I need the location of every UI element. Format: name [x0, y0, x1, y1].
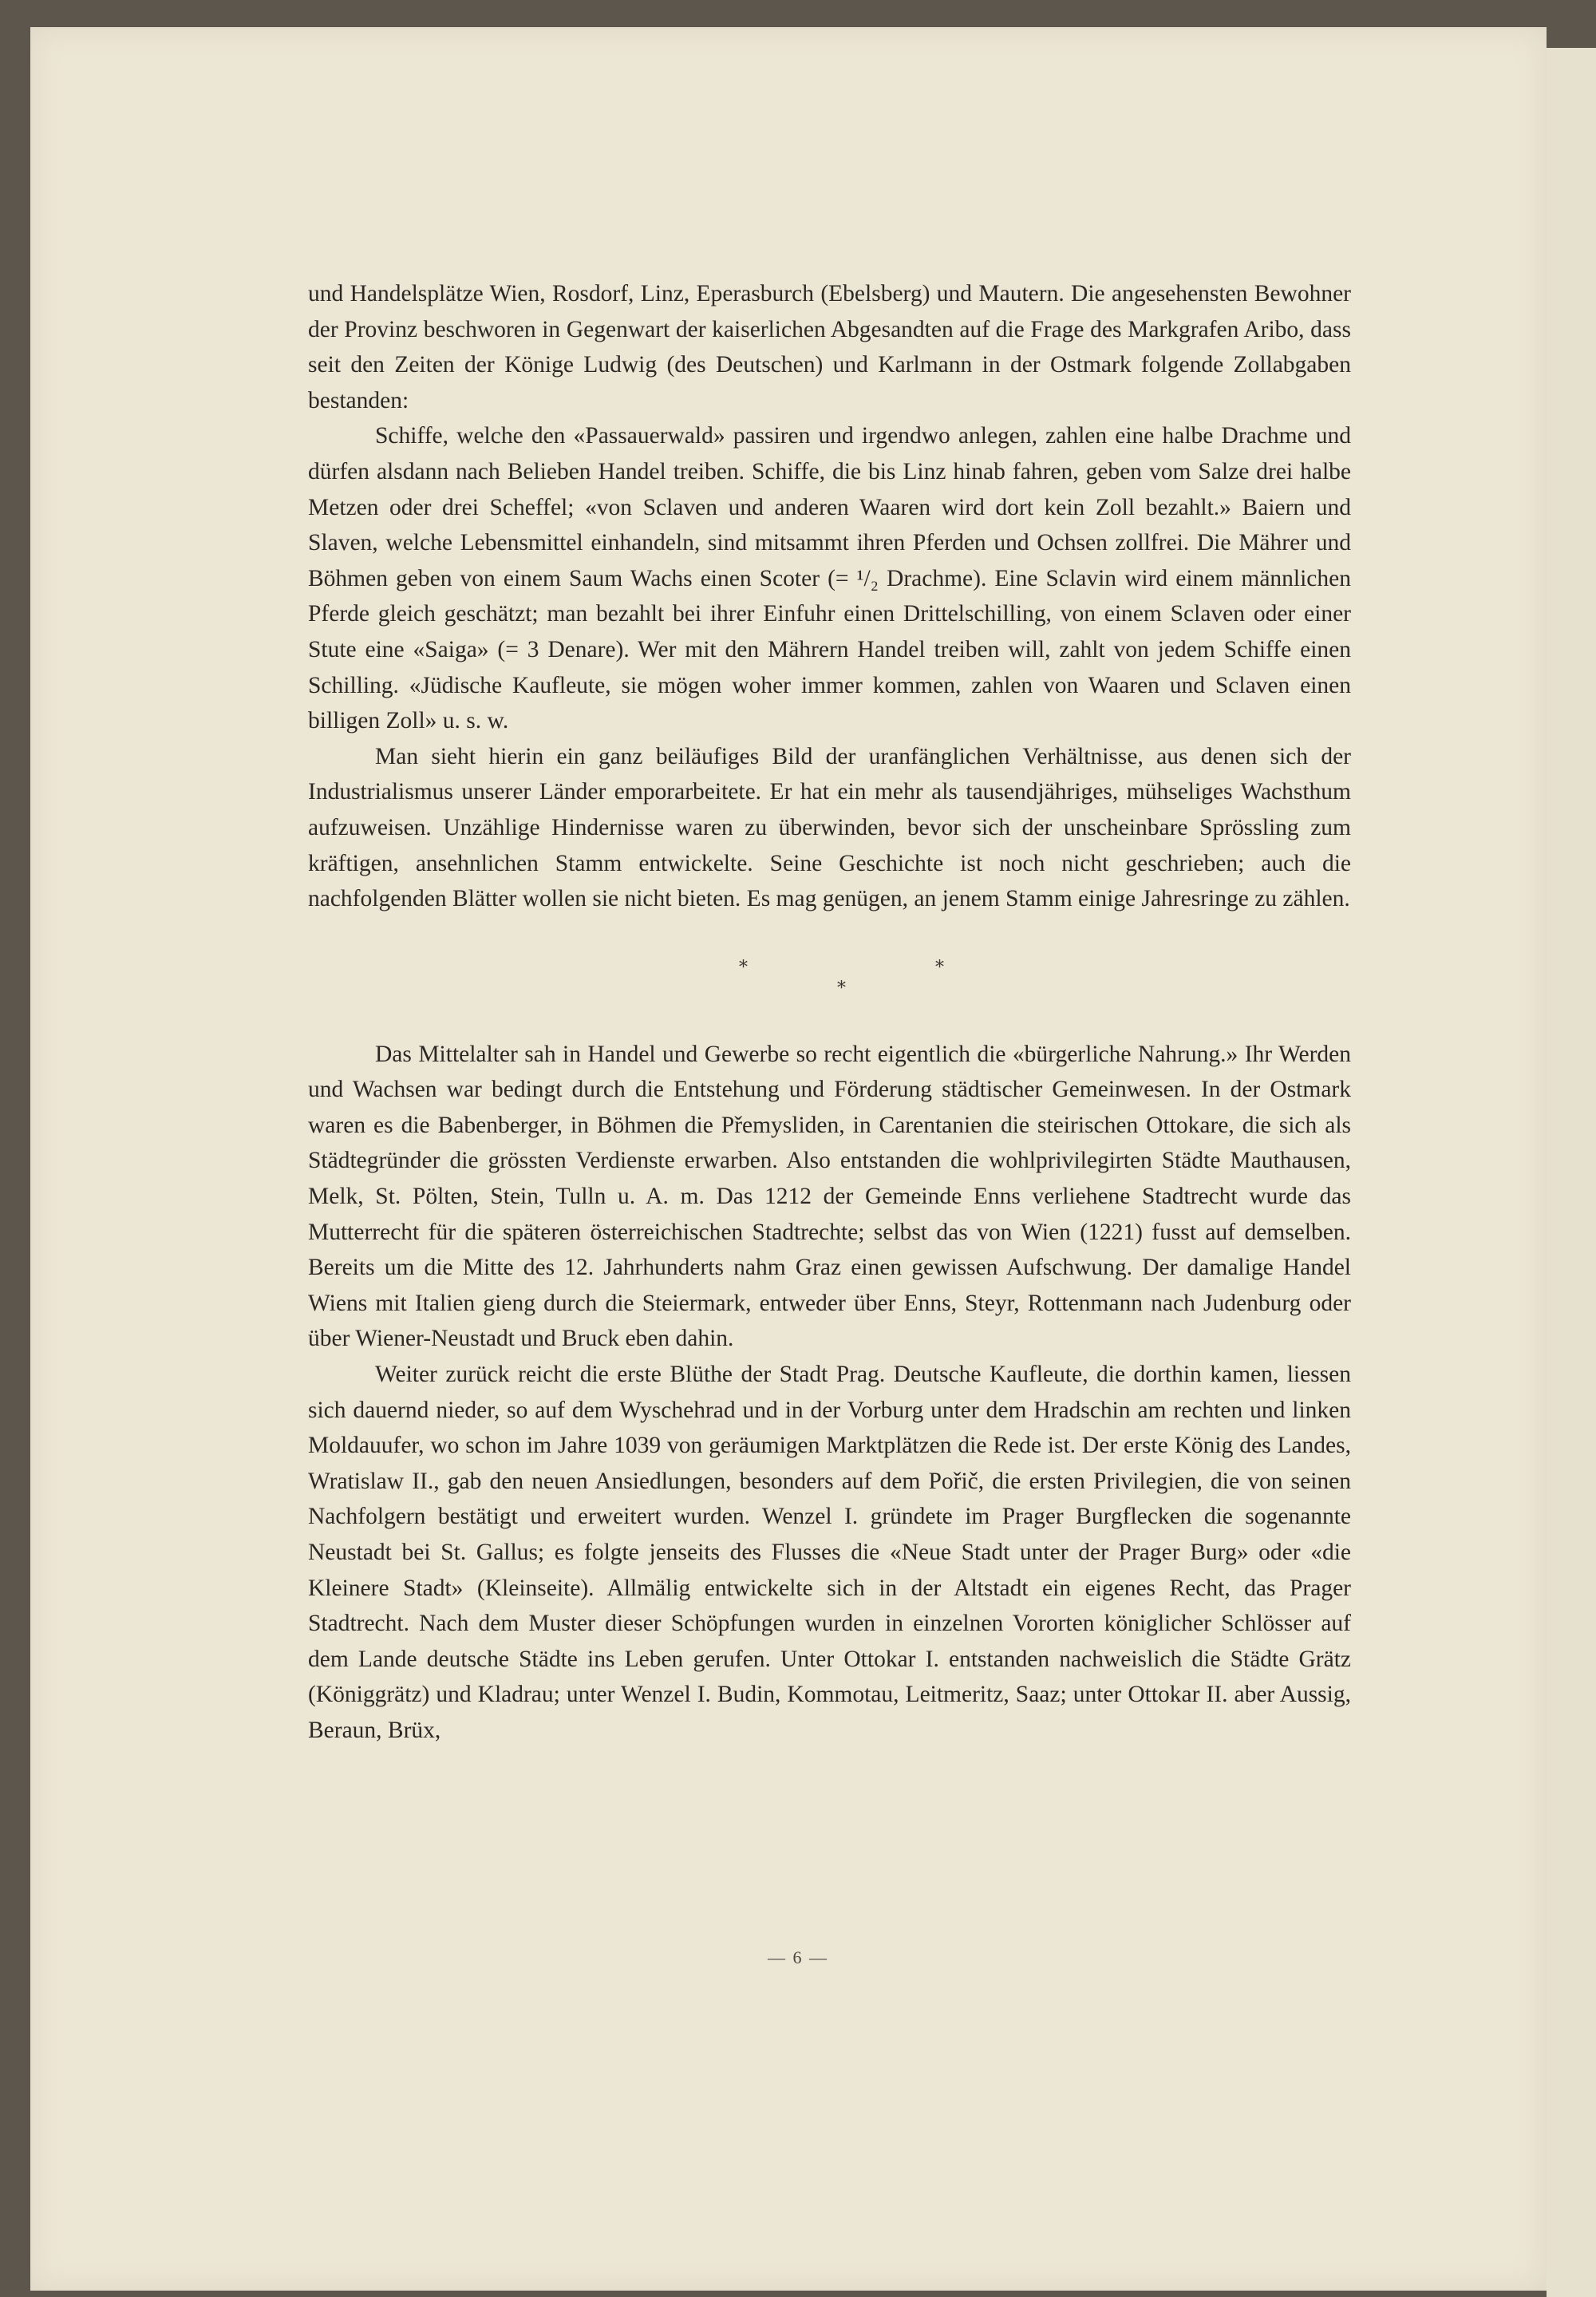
asterisk-left: * [739, 957, 748, 978]
page-number: — 6 — [768, 1947, 828, 1967]
paragraph-3: Man sieht hierin ein ganz beiläufiges Bild der uranfänglichen Verhältnisse, aus denen sich der Industrialismus unserer Länder emporarbeitete. Er hat ein mehr als tausendjähriges, mühseliges Wachsthum aufzuweisen. Unzählige Hindernisse waren zu überwinden, bevor sich der unscheinbare Sprössling zum kräftigen, ansehnlichen Stamm entwickelte. Seine Geschichte ist noch nicht geschrieben; auch die nachfolgenden Blätter wollen sie nicht bieten. Es mag genügen, an jenem Stamm einige Jahresringe zu zählen. [308, 743, 1351, 912]
paragraph-1: und Handelsplätze Wien, Rosdorf, Linz, Eperasburch (Ebelsberg) und Mautern. Die angesehensten Bewohner der Provinz beschworen in Gegenwart der kaiserlichen Abgesandten auf die Frage des Markgrafen Aribo, dass seit den Zeiten der Könige Ludwig (des Deutschen) und Karlmann in der Ostmark folgende Zollabgaben bestanden: [308, 281, 1351, 413]
asterisk-center: * [837, 978, 846, 998]
asterisk-right: * [935, 957, 944, 978]
paragraph-4: Das Mittelalter sah in Handel und Gewerbe so recht eigentlich die «bürgerliche Nahrung.» Ihr Werden und Wachsen war bedingt durch die Entstehung und Förderung städtischer Gemeinwesen. In der Ostmark waren es die Babenberger, in Böhmen die Přemysliden, in Carentanien die steirischen Ottokare, die sich als Städtegründer die grössten Verdienste erwarben. Also entstanden die wohlprivilegirten Städte Mauthausen, Melk, St. Pölten, Stein, Tulln u. A. m. Das 1212 der Gemeinde Enns verliehene Stadtrecht wurde das Mutterrecht für die späteren österreichischen Stadtrechte; selbst das von Wien (1221) fusst auf demselben. Bereits um die Mitte des 12. Jahrhunderts nahm Graz einen gewissen Aufschwung. Der damalige Handel Wiens mit Italien gieng durch die Steiermark, entweder über Enns, Steyr, Rottenmann nach Judenburg oder über Wiener-Neustadt und Bruck eben dahin. [308, 1041, 1351, 1352]
paragraph-5: Weiter zurück reicht die erste Blüthe der Stadt Prag. Deutsche Kaufleute, die dorthin kamen, liessen sich dauernd nieder, so auf dem Wyschehrad und in der Vorburg unter dem Hradschin am rechten und linken Moldauufer, wo schon im Jahre 1039 von geräumigen Marktplätzen die Rede ist. Der erste König des Landes, Wratislaw II., gab den neuen Ansiedlungen, besonders auf dem Pořič, die ersten Privilegien, die von seinen Nachfolgern bestätigt und erweitert wurden. Wenzel I. gründete im Prager Burgflecken die sogenannte Neustadt bei St. Gallus; es folgte jenseits des Flusses die «Neue Stadt unter der Prager Burg» oder «die Kleinere Stadt» (Kleinseite). Allmälig entwickelte sich in der Altstadt ein eigenes Recht, das Prager Stadtrecht. Nach dem Muster dieser Schöpfungen wurden in einzelnen Vororten königlicher Schlösser auf dem Lande deutsche Städte ins Leben gerufen. Unter Ottokar I. entstanden nachweislich die Städte Grätz (Königgrätz) und Kladrau; unter Wenzel I. Budin, Kommotau, Leitmeritz, Saaz; unter Ottokar II. aber Aussig, Beraun, Brüx, [308, 1362, 1351, 1743]
body-text [308, 276, 1351, 1749]
section-divider [308, 917, 1351, 1037]
paragraph-2: Schiffe, welche den «Passauerwald» passiren und irgendwo anlegen, zahlen eine halbe Drachme und dürfen alsdann nach Belieben Handel treiben. Schiffe, die bis Linz hinab fahren, geben vom Salze drei halbe Metzen oder drei Scheffel; «von Sclaven und anderen Waaren wird dort kein Zoll bezahlt.» Baiern und Slaven, welche Lebensmittel einhandeln, sind mitsammt ihren Pferden und Ochsen zollfrei. Die Mährer und Böhmen geben von einem Saum Wachs einen Scoter (= ¹/₂ Drachme). Eine Sclavin wird einem männlichen Pferde gleich geschätzt; man bezahlt bei ihrer Einfuhr einen Drittelschilling, von einem Sclaven oder einer Stute eine «Saiga» (= 3 Denare). Wer mit den Mährern Handel treiben will, zahlt von jedem Schiffe einen Schilling. «Jüdische Kaufleute, sie mögen woher immer kommen, zahlen von Waaren und Sclaven einen billigen Zoll» u. s. w. [308, 423, 1351, 734]
